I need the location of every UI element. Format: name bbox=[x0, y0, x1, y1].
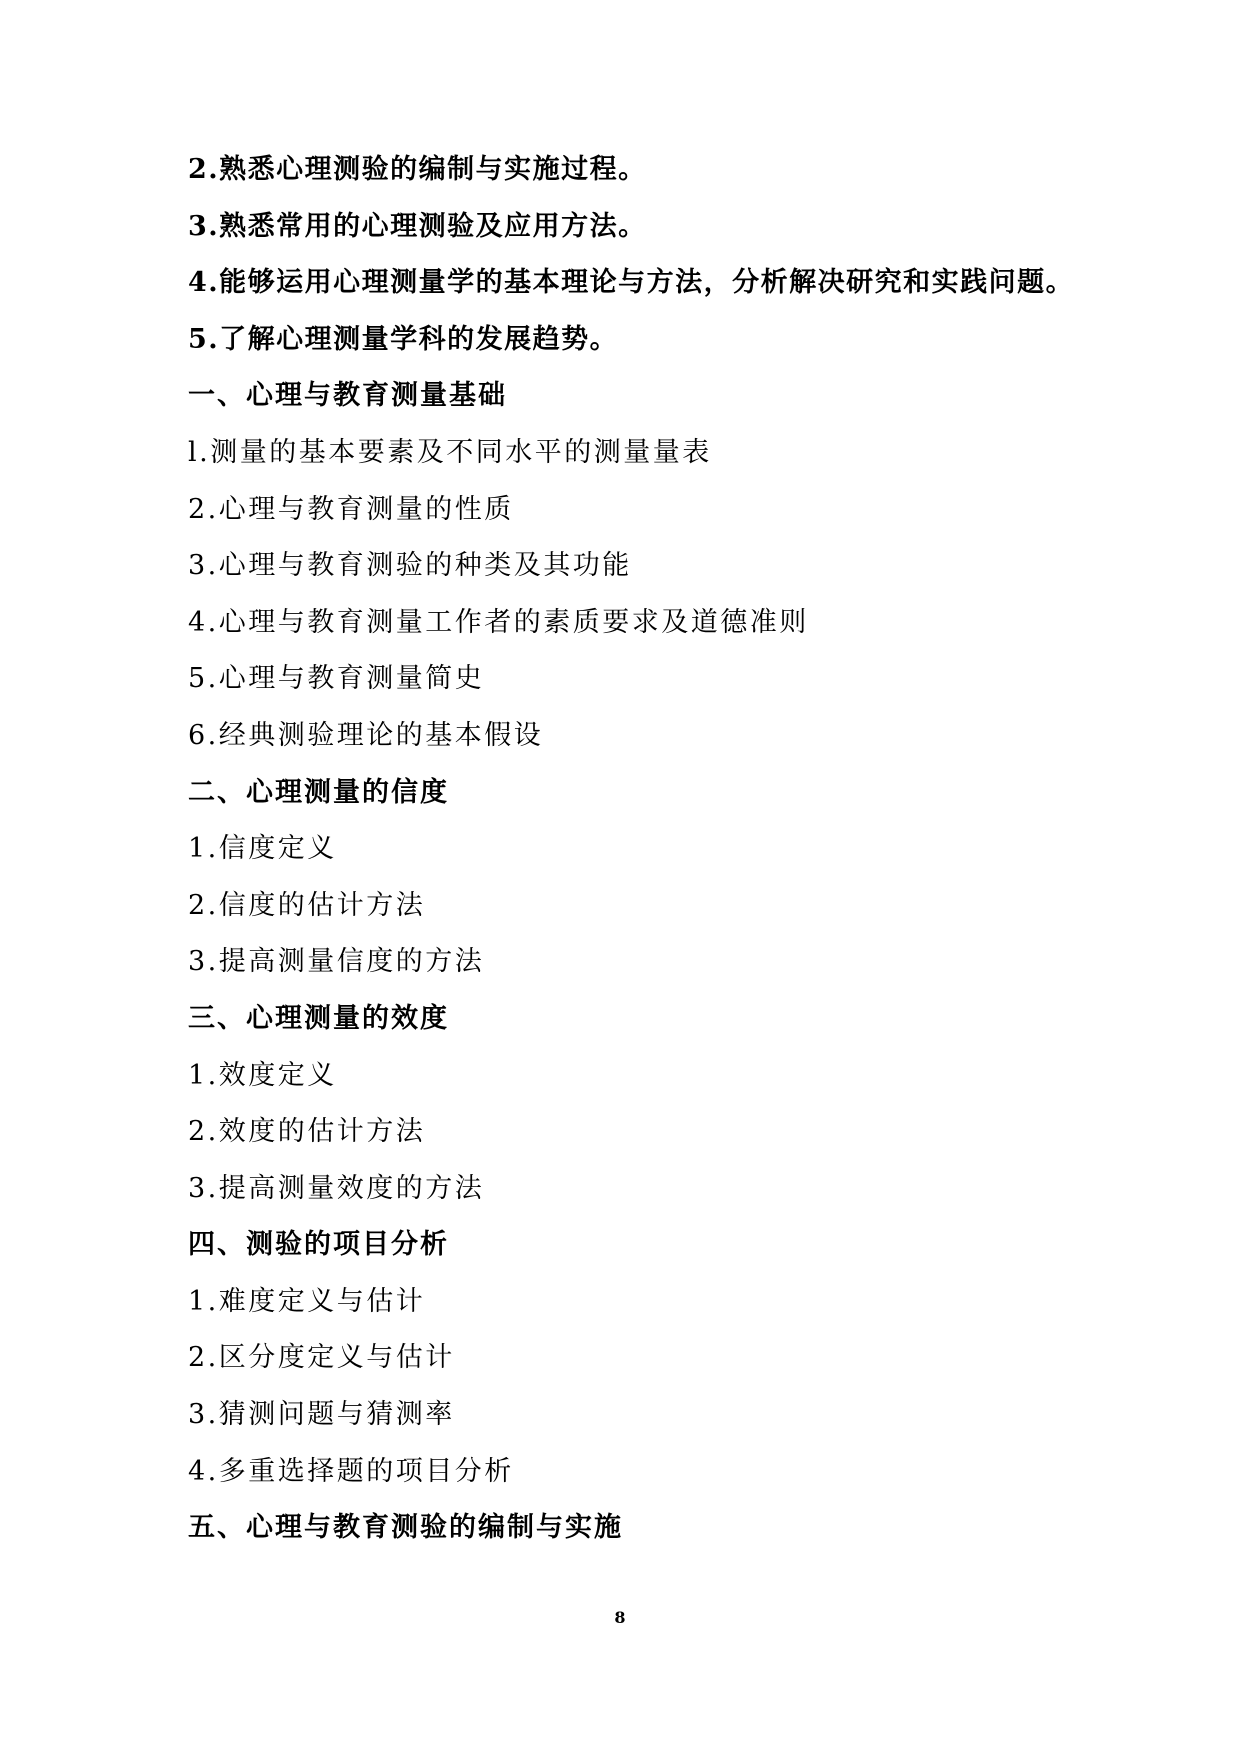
list-item: 2.信度的估计方法 bbox=[188, 889, 426, 921]
list-item: 1.难度定义与估计 bbox=[188, 1285, 426, 1317]
section-heading: 四、测验的项目分析 bbox=[188, 1229, 449, 1261]
objective-item: 3.熟悉常用的心理测验及应用方法。 bbox=[188, 210, 647, 242]
objective-item: 4.能够运用心理测量学的基本理论与方法，分析解决研究和实践问题。 bbox=[188, 267, 1075, 299]
objective-item: 5.了解心理测量学科的发展趋势。 bbox=[188, 323, 619, 355]
section-heading: 二、心理测量的信度 bbox=[188, 776, 449, 808]
document-body bbox=[188, 142, 1118, 1557]
section-heading: 一、心理与教育测量基础 bbox=[188, 380, 507, 412]
section-heading: 三、心理测量的效度 bbox=[188, 1002, 449, 1034]
list-item: 4.心理与教育测量工作者的素质要求及道德准则 bbox=[188, 606, 809, 638]
section-heading: 五、心理与教育测验的编制与实施 bbox=[188, 1512, 623, 1544]
list-item: 4.多重选择题的项目分析 bbox=[188, 1455, 514, 1487]
list-item: 3.提高测量信度的方法 bbox=[188, 946, 485, 978]
list-item: 2.效度的估计方法 bbox=[188, 1116, 426, 1148]
objective-item: 2.熟悉心理测验的编制与实施过程。 bbox=[188, 154, 647, 185]
list-item: 3.心理与教育测验的种类及其功能 bbox=[188, 550, 632, 582]
list-item: 2.心理与教育测量的性质 bbox=[188, 493, 514, 525]
list-item: 3.猜测问题与猜测率 bbox=[188, 1399, 455, 1431]
page-number: 8 bbox=[614, 1608, 626, 1627]
list-item: 2.区分度定义与估计 bbox=[188, 1342, 455, 1374]
list-item: 5.心理与教育测量简史 bbox=[188, 663, 485, 695]
list-item: 1.效度定义 bbox=[188, 1059, 337, 1091]
list-item: 6.经典测验理论的基本假设 bbox=[188, 719, 544, 751]
list-item: l.测量的基本要素及不同水平的测量量表 bbox=[188, 436, 712, 468]
list-item: 3.提高测量效度的方法 bbox=[188, 1172, 485, 1204]
list-item: 1.信度定义 bbox=[188, 833, 337, 865]
